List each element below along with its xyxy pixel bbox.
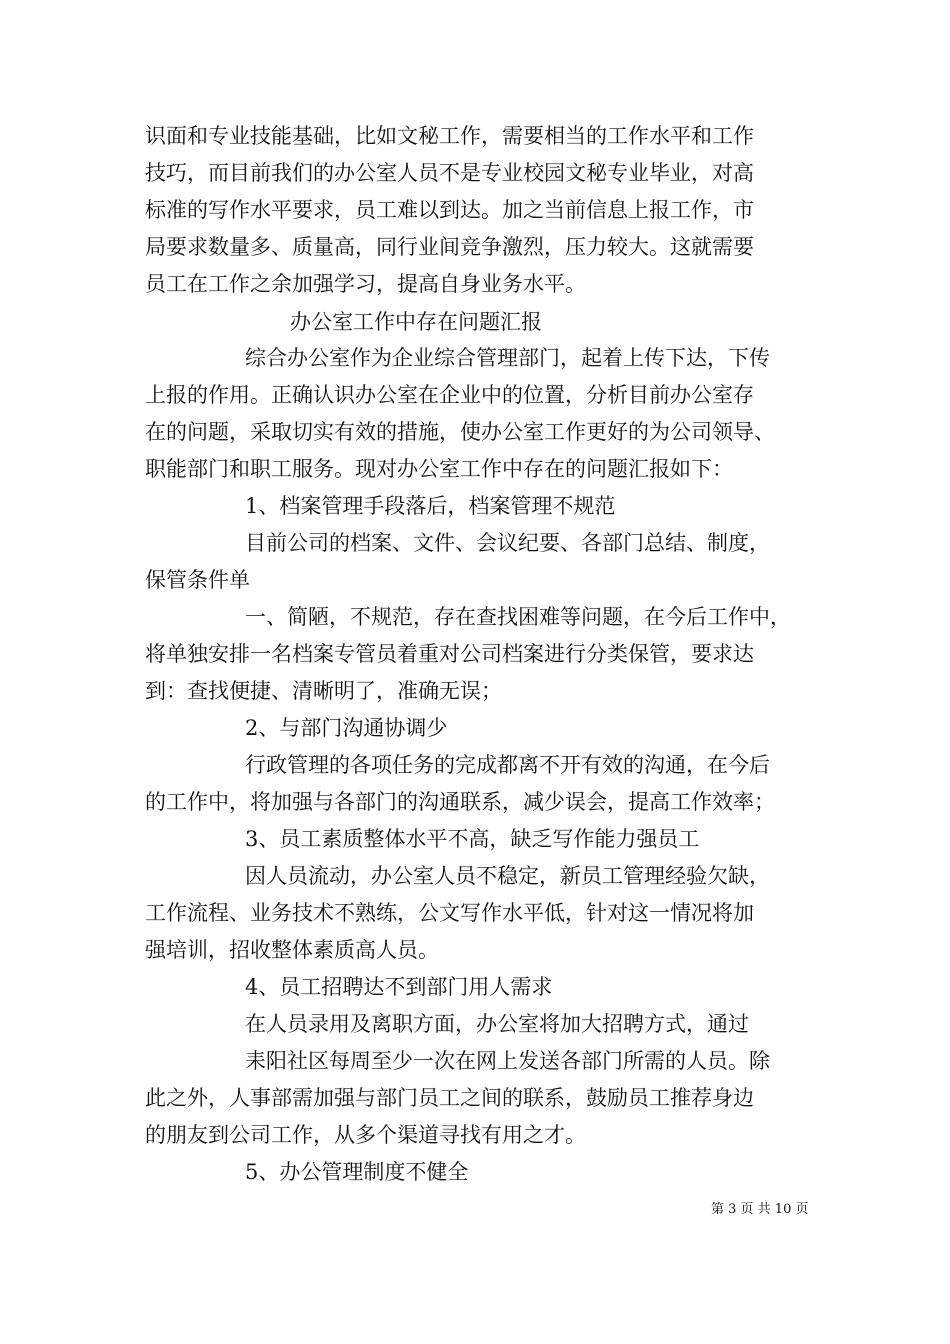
item-heading-1: 1、档案管理手段落后，档案管理不规范	[245, 494, 616, 518]
item-heading-2: 2、与部门沟通协调少	[245, 716, 448, 740]
paragraph-first-line: 行政管理的各项任务的完成都离不开有效的沟通，在今后	[245, 753, 770, 777]
body-line: 在的问题，采取切实有效的措施，使办公室工作更好的为公司领导、	[145, 420, 775, 444]
body-line: 强培训，招收整体素质高人员。	[145, 938, 439, 962]
body-line: 上报的作用。正确认识办公室在企业中的位置，分析目前办公室存	[145, 383, 754, 407]
body-line: 识面和专业技能基础，比如文秘工作，需要相当的工作水平和工作	[145, 124, 754, 148]
paragraph-first-line: 在人员录用及离职方面，办公室将加大招聘方式，通过	[245, 1012, 749, 1036]
paragraph-first-line: 综合办公室作为企业综合管理部门，起着上传下达，下传	[245, 346, 770, 370]
body-line: 到：查找便捷、清晰明了，准确无误；	[145, 679, 502, 703]
body-line: 标准的写作水平要求，员工难以到达。加之当前信息上报工作，市	[145, 198, 754, 222]
body-line: 技巧，而目前我们的办公室人员不是专业校园文秘专业毕业，对高	[145, 161, 754, 185]
section-title: 办公室工作中存在问题汇报	[290, 310, 542, 334]
body-line: 的朋友到公司工作，从多个渠道寻找有用之才。	[145, 1123, 586, 1147]
paragraph-first-line: 因人员流动，办公室人员不稳定，新员工管理经验欠缺，	[245, 864, 770, 888]
paragraph-first-line: 耒阳社区每周至少一次在网上发送各部门所需的人员。除	[245, 1049, 770, 1073]
body-line: 工作流程、业务技术不熟练，公文写作水平低，针对这一情况将加	[145, 901, 754, 925]
body-line: 保管条件单	[145, 568, 250, 592]
body-line: 的工作中，将加强与各部门的沟通联系，减少误会，提高工作效率；	[145, 790, 775, 814]
page-number-footer: 第 3 页 共 10 页	[711, 1202, 809, 1217]
paragraph-first-line: 目前公司的档案、文件、会议纪要、各部门总结、制度，	[245, 531, 770, 555]
paragraph-first-line: 一、简陋，不规范，存在查找困难等问题，在今后工作中，	[245, 605, 791, 629]
body-line: 员工在工作之余加强学习，提高自身业务水平。	[145, 272, 586, 296]
item-heading-5: 5、办公管理制度不健全	[245, 1160, 469, 1184]
body-line: 局要求数量多、质量高，同行业间竞争激烈，压力较大。这就需要	[145, 235, 754, 259]
body-line: 此之外，人事部需加强与部门员工之间的联系，鼓励员工推荐身边	[145, 1086, 754, 1110]
item-heading-4: 4、员工招聘达不到部门用人需求	[245, 975, 553, 999]
body-line: 将单独安排一名档案专管员着重对公司档案进行分类保管，要求达	[145, 642, 754, 666]
item-heading-3: 3、员工素质整体水平不高，缺乏写作能力强员工	[245, 827, 700, 851]
body-line: 职能部门和职工服务。现对办公室工作中存在的问题汇报如下：	[145, 457, 733, 481]
